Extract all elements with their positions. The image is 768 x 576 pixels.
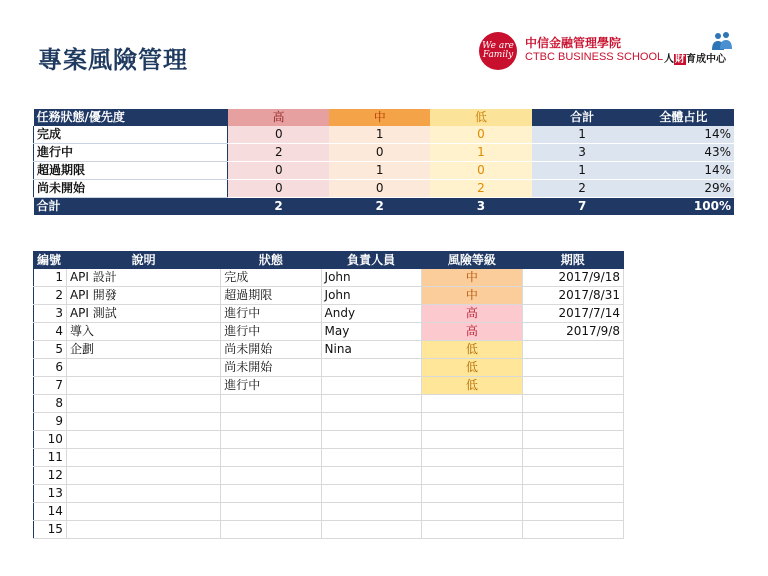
task-header-deadline[interactable]: 期限 xyxy=(523,252,624,270)
task-header-status[interactable]: 狀態 xyxy=(221,252,321,270)
task-desc-cell[interactable]: API 設計 xyxy=(66,269,220,287)
task-table xyxy=(33,251,624,539)
task-status-cell[interactable] xyxy=(221,521,321,539)
task-deadline-cell[interactable] xyxy=(523,431,624,449)
summary-header-row xyxy=(34,109,735,126)
summary-table xyxy=(33,109,734,215)
task-status-cell[interactable]: 進行中 xyxy=(221,377,321,395)
task-owner-cell[interactable]: Andy xyxy=(321,305,421,323)
summary-header-status[interactable]: 任務狀態/優先度 xyxy=(34,109,228,126)
task-risk-cell[interactable]: 低 xyxy=(421,341,522,359)
hr-red-char: 財 xyxy=(675,54,685,65)
task-status-cell[interactable] xyxy=(221,503,321,521)
task-owner-cell[interactable]: John xyxy=(321,287,421,305)
hr-prefix: 人 xyxy=(664,54,674,65)
task-desc-cell[interactable]: 企劃 xyxy=(66,341,220,359)
summary-row xyxy=(34,126,735,144)
summary-row xyxy=(34,180,735,198)
summary-header-low[interactable]: 低 xyxy=(430,109,531,126)
task-row xyxy=(34,377,624,395)
summary-status-cell[interactable]: 超過期限 xyxy=(34,162,228,180)
task-header-desc[interactable]: 說明 xyxy=(66,252,220,270)
task-desc-cell[interactable] xyxy=(66,503,220,521)
summary-high-cell[interactable]: 0 xyxy=(228,180,329,198)
summary-status-cell[interactable]: 完成 xyxy=(34,126,228,144)
summary-percent-cell[interactable]: 29% xyxy=(633,180,734,198)
summary-header-total[interactable]: 合計 xyxy=(532,109,633,126)
task-no-cell[interactable]: 14 xyxy=(34,503,67,521)
summary-total-cell[interactable]: 2 xyxy=(532,180,633,198)
task-risk-cell[interactable]: 低 xyxy=(421,359,522,377)
hr-suffix: 育成中心 xyxy=(686,54,726,65)
task-deadline-cell[interactable]: 2017/7/14 xyxy=(523,305,624,323)
task-risk-cell[interactable] xyxy=(421,485,522,503)
task-status-cell[interactable] xyxy=(221,467,321,485)
task-row xyxy=(34,323,624,341)
task-risk-cell[interactable] xyxy=(421,431,522,449)
task-risk-cell[interactable] xyxy=(421,449,522,467)
task-owner-cell[interactable] xyxy=(321,359,421,377)
task-owner-cell[interactable] xyxy=(321,449,421,467)
task-risk-cell[interactable]: 中 xyxy=(421,269,522,287)
hr-center-text xyxy=(664,50,726,65)
task-owner-cell[interactable] xyxy=(321,467,421,485)
task-no-cell[interactable]: 13 xyxy=(34,485,67,503)
task-no-cell[interactable]: 2 xyxy=(34,287,67,305)
summary-status-cell[interactable]: 尚未開始 xyxy=(34,180,228,198)
task-status-cell[interactable]: 尚未開始 xyxy=(221,341,321,359)
summary-mid-cell[interactable]: 0 xyxy=(329,180,430,198)
task-desc-cell[interactable]: API 測試 xyxy=(66,305,220,323)
task-desc-cell[interactable] xyxy=(66,449,220,467)
summary-total-high[interactable]: 2 xyxy=(228,198,329,216)
task-row xyxy=(34,467,624,485)
summary-percent-cell[interactable]: 43% xyxy=(633,144,734,162)
task-row xyxy=(34,431,624,449)
task-row xyxy=(34,503,624,521)
task-desc-cell[interactable] xyxy=(66,521,220,539)
task-no-cell[interactable]: 4 xyxy=(34,323,67,341)
task-deadline-cell[interactable] xyxy=(523,449,624,467)
task-row xyxy=(34,341,624,359)
task-no-cell[interactable]: 3 xyxy=(34,305,67,323)
task-owner-cell[interactable]: May xyxy=(321,323,421,341)
summary-low-cell[interactable]: 2 xyxy=(430,180,531,198)
summary-low-cell[interactable]: 1 xyxy=(430,144,531,162)
task-deadline-cell[interactable] xyxy=(523,503,624,521)
task-owner-cell[interactable] xyxy=(321,485,421,503)
task-owner-cell[interactable] xyxy=(321,503,421,521)
summary-low-cell[interactable]: 0 xyxy=(430,126,531,144)
task-no-cell[interactable]: 15 xyxy=(34,521,67,539)
task-status-cell[interactable]: 尚未開始 xyxy=(221,359,321,377)
task-deadline-cell[interactable] xyxy=(523,467,624,485)
task-deadline-cell[interactable] xyxy=(523,521,624,539)
task-deadline-cell[interactable]: 2017/8/31 xyxy=(523,287,624,305)
task-desc-cell[interactable]: 導入 xyxy=(66,323,220,341)
task-no-cell[interactable]: 12 xyxy=(34,467,67,485)
task-no-cell[interactable]: 10 xyxy=(34,431,67,449)
task-no-cell[interactable]: 6 xyxy=(34,359,67,377)
summary-total-cell[interactable]: 3 xyxy=(532,144,633,162)
task-row xyxy=(34,449,624,467)
task-status-cell[interactable] xyxy=(221,431,321,449)
summary-status-cell[interactable]: 進行中 xyxy=(34,144,228,162)
task-row xyxy=(34,413,624,431)
task-risk-cell[interactable] xyxy=(421,521,522,539)
task-header-no[interactable]: 編號 xyxy=(34,252,67,270)
task-header-row xyxy=(34,252,624,270)
summary-percent-cell[interactable]: 14% xyxy=(633,162,734,180)
task-owner-cell[interactable] xyxy=(321,521,421,539)
summary-low-cell[interactable]: 0 xyxy=(430,162,531,180)
task-desc-cell[interactable] xyxy=(66,467,220,485)
task-deadline-cell[interactable] xyxy=(523,377,624,395)
summary-high-cell[interactable]: 2 xyxy=(228,144,329,162)
summary-total-mid[interactable]: 2 xyxy=(329,198,430,216)
task-desc-cell[interactable] xyxy=(66,395,220,413)
task-status-cell[interactable]: 進行中 xyxy=(221,305,321,323)
task-no-cell[interactable]: 9 xyxy=(34,413,67,431)
people-icon xyxy=(710,32,734,50)
task-deadline-cell[interactable] xyxy=(523,359,624,377)
task-no-cell[interactable]: 5 xyxy=(34,341,67,359)
summary-row xyxy=(34,144,735,162)
task-header-risk[interactable]: 風險等級 xyxy=(421,252,522,270)
task-status-cell[interactable] xyxy=(221,485,321,503)
task-risk-cell[interactable]: 中 xyxy=(421,287,522,305)
task-no-cell[interactable]: 1 xyxy=(34,269,67,287)
summary-total-label[interactable]: 合計 xyxy=(34,198,228,216)
task-row xyxy=(34,485,624,503)
task-deadline-cell[interactable] xyxy=(523,485,624,503)
ctbc-logo xyxy=(479,30,664,74)
task-owner-cell[interactable]: John xyxy=(321,269,421,287)
task-deadline-cell[interactable] xyxy=(523,395,624,413)
task-deadline-cell[interactable]: 2017/9/18 xyxy=(523,269,624,287)
summary-header-percent[interactable]: 全體占比 xyxy=(633,109,734,126)
task-header-owner[interactable]: 負責人員 xyxy=(321,252,421,270)
task-row xyxy=(34,305,624,323)
task-row xyxy=(34,395,624,413)
task-risk-cell[interactable] xyxy=(421,413,522,431)
task-row xyxy=(34,521,624,539)
summary-total-cell[interactable]: 1 xyxy=(532,162,633,180)
summary-header-high[interactable]: 高 xyxy=(228,109,329,126)
task-deadline-cell[interactable] xyxy=(523,413,624,431)
hr-center-logo xyxy=(664,32,736,68)
task-no-cell[interactable]: 8 xyxy=(34,395,67,413)
ctbc-english-name: CTBC BUSINESS SCHOOL xyxy=(525,51,664,63)
task-deadline-cell[interactable] xyxy=(523,341,624,359)
task-owner-cell[interactable]: Nina xyxy=(321,341,421,359)
task-row xyxy=(34,269,624,287)
summary-mid-cell[interactable]: 1 xyxy=(329,162,430,180)
summary-percent-cell[interactable]: 14% xyxy=(633,126,734,144)
task-no-cell[interactable]: 7 xyxy=(34,377,67,395)
page-title: 專案風險管理 xyxy=(38,46,188,74)
task-status-cell[interactable] xyxy=(221,395,321,413)
task-risk-cell[interactable]: 高 xyxy=(421,323,522,341)
summary-total-low[interactable]: 3 xyxy=(430,198,531,216)
summary-mid-cell[interactable]: 1 xyxy=(329,126,430,144)
task-desc-cell[interactable] xyxy=(66,359,220,377)
summary-total-cell[interactable]: 1 xyxy=(532,126,633,144)
task-no-cell[interactable]: 11 xyxy=(34,449,67,467)
summary-mid-cell[interactable]: 0 xyxy=(329,144,430,162)
task-status-cell[interactable] xyxy=(221,449,321,467)
task-risk-cell[interactable]: 高 xyxy=(421,305,522,323)
task-status-cell[interactable] xyxy=(221,413,321,431)
task-deadline-cell[interactable]: 2017/9/8 xyxy=(523,323,624,341)
task-owner-cell[interactable] xyxy=(321,431,421,449)
task-desc-cell[interactable]: API 開發 xyxy=(66,287,220,305)
task-risk-cell[interactable] xyxy=(421,503,522,521)
summary-high-cell[interactable]: 0 xyxy=(228,126,329,144)
task-desc-cell[interactable] xyxy=(66,485,220,503)
summary-total-row xyxy=(34,198,735,216)
summary-total-percent[interactable]: 100% xyxy=(633,198,734,216)
task-status-cell[interactable]: 完成 xyxy=(221,269,321,287)
task-risk-cell[interactable] xyxy=(421,467,522,485)
task-owner-cell[interactable] xyxy=(321,377,421,395)
ctbc-chinese-name: 中信金融管理學院 xyxy=(525,36,622,50)
task-desc-cell[interactable] xyxy=(66,413,220,431)
task-owner-cell[interactable] xyxy=(321,395,421,413)
task-row xyxy=(34,287,624,305)
summary-total-total[interactable]: 7 xyxy=(532,198,633,216)
task-row xyxy=(34,359,624,377)
task-desc-cell[interactable] xyxy=(66,377,220,395)
ctbc-badge-text: We are Family xyxy=(482,41,514,60)
task-owner-cell[interactable] xyxy=(321,413,421,431)
summary-high-cell[interactable]: 0 xyxy=(228,162,329,180)
task-status-cell[interactable]: 進行中 xyxy=(221,323,321,341)
task-status-cell[interactable]: 超過期限 xyxy=(221,287,321,305)
task-risk-cell[interactable] xyxy=(421,395,522,413)
task-risk-cell[interactable]: 低 xyxy=(421,377,522,395)
summary-row xyxy=(34,162,735,180)
ctbc-emblem-icon xyxy=(479,32,517,70)
summary-header-mid[interactable]: 中 xyxy=(329,109,430,126)
task-desc-cell[interactable] xyxy=(66,431,220,449)
